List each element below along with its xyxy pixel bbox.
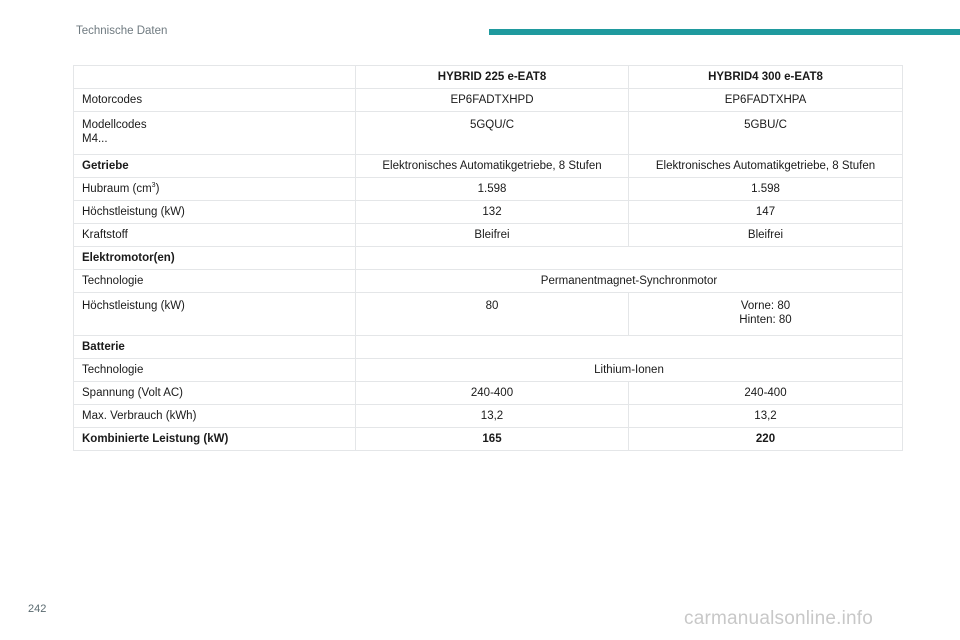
row-label: Getriebe (74, 155, 356, 178)
row-label-line: M4... (82, 133, 108, 145)
superscript: 3 (151, 182, 156, 190)
table-row (74, 201, 903, 224)
column-header (74, 66, 356, 89)
cell-value: 220 (629, 428, 903, 451)
column-header: HYBRID 225 e-EAT8 (356, 66, 629, 89)
cell-value: 13,2 (629, 405, 903, 428)
table-row (74, 89, 903, 112)
section-label: Batterie (74, 336, 356, 359)
row-label: Kombinierte Leistung (kW) (74, 428, 356, 451)
table-row (74, 112, 903, 155)
table-row (74, 270, 903, 293)
cell-value: 5GBU/C (629, 112, 903, 155)
cell-value: 132 (356, 201, 629, 224)
header-accent-bar (489, 29, 960, 35)
column-header: HYBRID4 300 e-EAT8 (629, 66, 903, 89)
row-label: Höchstleistung (kW) (74, 201, 356, 224)
cell-value: 13,2 (356, 405, 629, 428)
cell-value-line: Vorne: 80 (740, 300, 791, 312)
watermark: carmanualsonline.info (684, 608, 874, 629)
table-row (74, 224, 903, 247)
table-row (74, 155, 903, 178)
table-row (74, 359, 903, 382)
table-header-row (74, 66, 903, 89)
cell-value: Elektronisches Automatikgetriebe, 8 Stufen (629, 155, 903, 178)
table-row (74, 382, 903, 405)
cell-value: 240-400 (356, 382, 629, 405)
row-label: Motorcodes (74, 89, 356, 112)
row-label (74, 178, 356, 201)
cell-value: Permanentmagnet-Synchronmotor (356, 270, 903, 293)
cell-value (629, 293, 903, 336)
section-header: Technische Daten (76, 25, 168, 37)
cell-value: EP6FADTXHPD (356, 89, 629, 112)
cell-value: Elektronisches Automatikgetriebe, 8 Stufen (356, 155, 629, 178)
row-label: Spannung (Volt AC) (74, 382, 356, 405)
cell-value: 1.598 (356, 178, 629, 201)
table-row (74, 178, 903, 201)
cell-value: 147 (629, 201, 903, 224)
cell-value: 5GQU/C (356, 112, 629, 155)
table-row (74, 428, 903, 451)
page-number: 242 (28, 603, 47, 615)
empty-cell (356, 247, 903, 270)
cell-value: EP6FADTXHPA (629, 89, 903, 112)
cell-value: 80 (356, 293, 629, 336)
row-label: Höchstleistung (kW) (74, 293, 356, 336)
row-label-text: Hubraum (cm (82, 183, 152, 195)
section-label: Elektromotor(en) (74, 247, 356, 270)
cell-value: 165 (356, 428, 629, 451)
spec-table (73, 65, 903, 451)
table-section-row (74, 247, 903, 270)
cell-value: Lithium-Ionen (356, 359, 903, 382)
row-label: Technologie (74, 270, 356, 293)
table-row (74, 293, 903, 336)
row-label-line: Modellcodes (82, 119, 147, 131)
empty-cell (356, 336, 903, 359)
cell-value: Bleifrei (356, 224, 629, 247)
row-label: Technologie (74, 359, 356, 382)
row-label: Kraftstoff (74, 224, 356, 247)
row-label: Max. Verbrauch (kWh) (74, 405, 356, 428)
cell-value-line: Hinten: 80 (739, 314, 792, 326)
row-label-text: ) (155, 183, 160, 195)
row-label (74, 112, 356, 155)
cell-value: 240-400 (629, 382, 903, 405)
table-section-row (74, 336, 903, 359)
table-row (74, 405, 903, 428)
cell-value: 1.598 (629, 178, 903, 201)
cell-value: Bleifrei (629, 224, 903, 247)
